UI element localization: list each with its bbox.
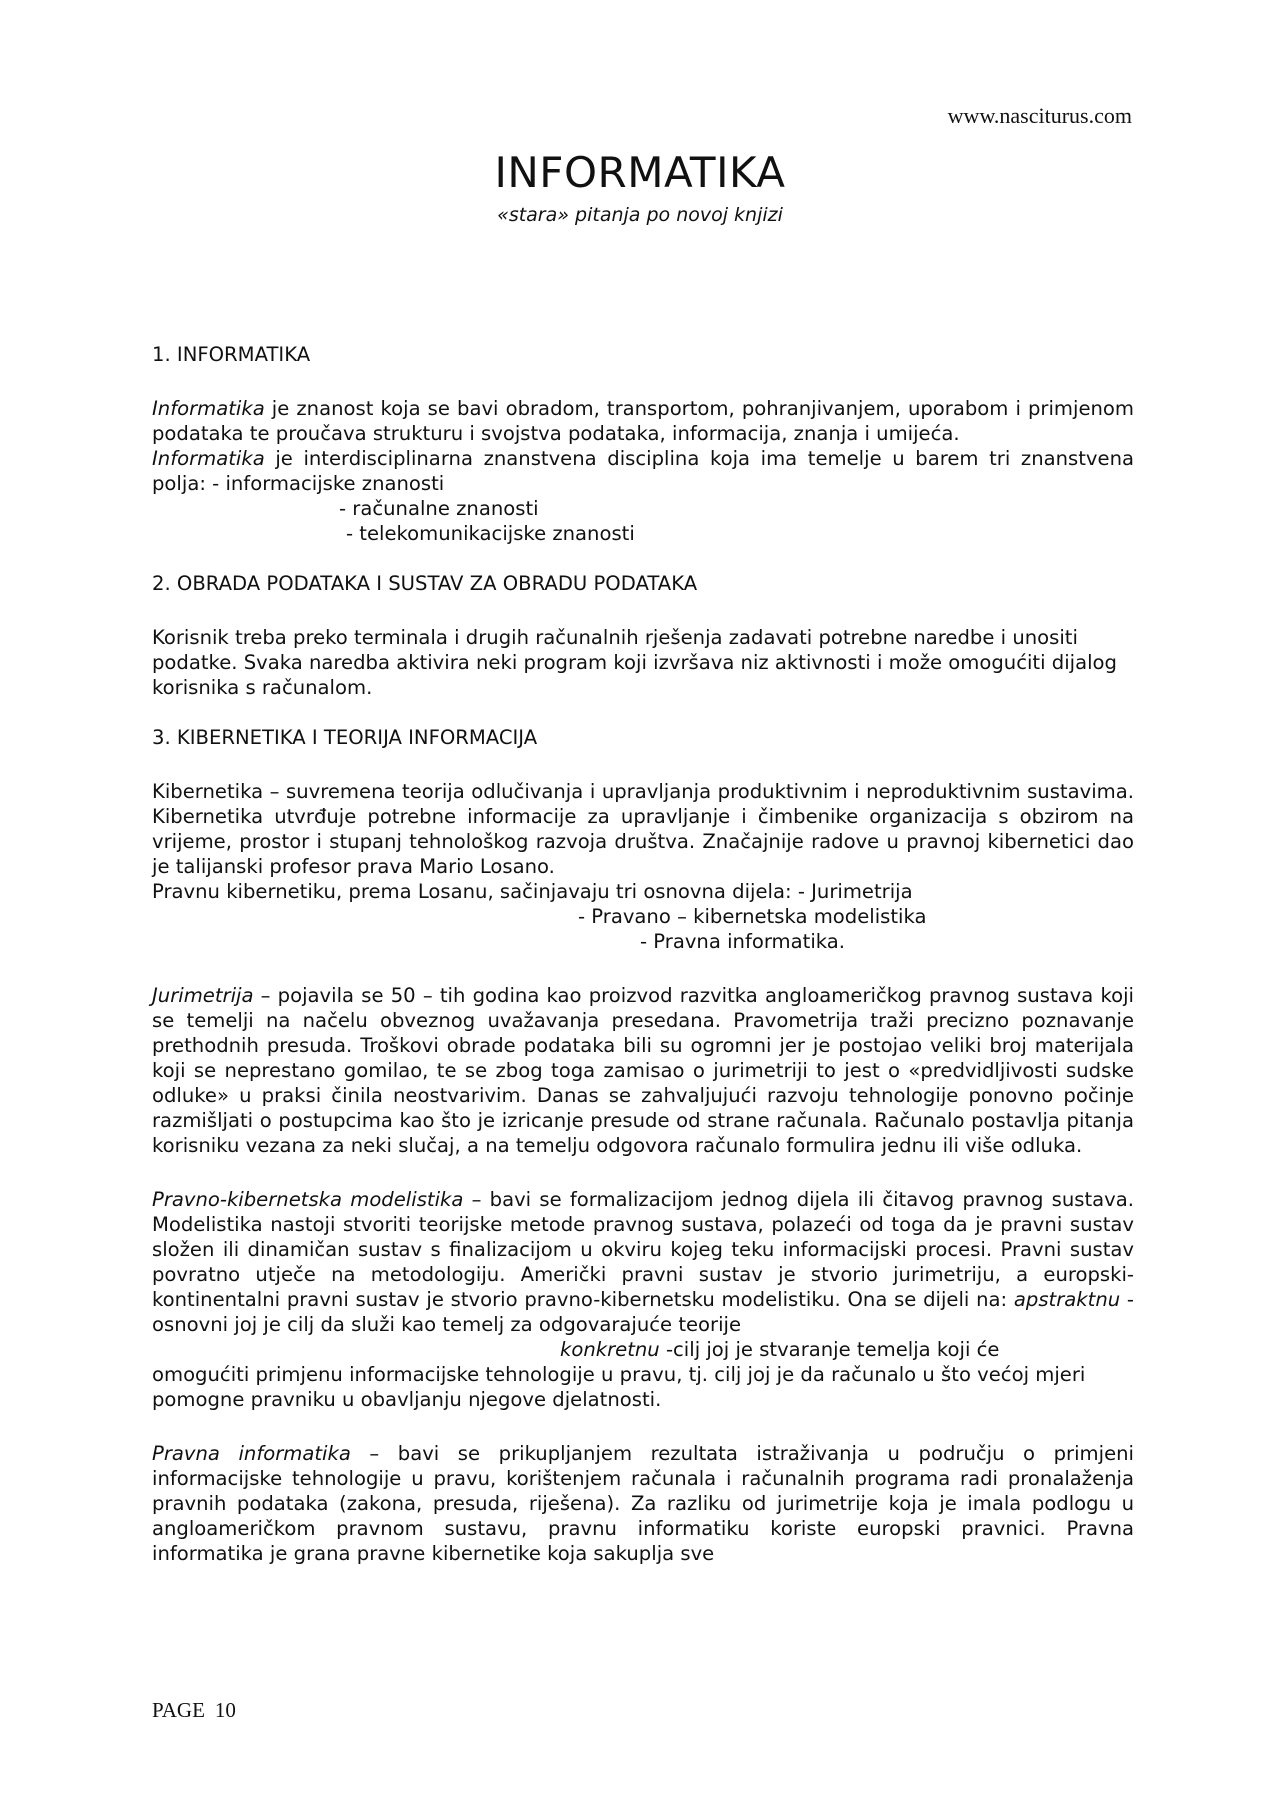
paragraph-obrada-podataka: Korisnik treba preko terminala i drugih računalnih rješenja zadavati potrebne naredbe i unositi podatke. Svaka naredba aktivira neki program koji izvršava niz aktivnosti i može omogućiti dijalog korisnika s računalom. (152, 626, 1117, 699)
paragraph-modelistika-cont: omogućiti primjenu informacijske tehnologije u pravu, tj. cilj joj je da računalo u što većoj mjeri pomogne pravniku u obavljanju njegove djelatnosti. (152, 1363, 1086, 1411)
page-number: 10 (214, 1698, 236, 1722)
section-heading-3: 3. KIBERNETIKA I TEORIJA INFORMACIJA (152, 726, 538, 749)
document-title: INFORMATIKA (494, 148, 786, 197)
page-label: PAGE (152, 1698, 205, 1722)
document-body (152, 342, 1134, 1566)
paragraph-modelistika: Pravno-kibernetska modelistika – bavi se formalizacijom jednog dijela ili čitavog pravnog sustava. Modelistika nastoji stvoriti teorijske metode pravnog sustava, polazeći od toga da je pravni sustav složen ili dinamičan sustav s finalizacijom u okviru kojeg teku informacijski procesi. Pravni sustav povratno utječe na metodologiju. Američki pravni sustav je stvorio jurimetriju, a europski-kontinentalni pravni sustav je stvorio pravno-kibernetsku modelistiku. Ona se dijeli na: apstraktnu -osnovni joj je cilj da služi kao temelj za odgovarajuće teorije (152, 1188, 1134, 1336)
term-informatika: Informatika (152, 447, 265, 470)
paragraph-informatika-interdisciplinary: Informatika je interdisciplinarna znanstvena disciplina koja ima temelje u barem tri znanstvena polja: - informacijske znanosti (152, 447, 1134, 495)
term-apstraktnu: apstraktnu (1013, 1288, 1121, 1311)
list-item: - telekomunikacijske znanosti (346, 522, 635, 545)
paragraph-konkretnu: konkretnu -cilj joj je stvaranje temelja koji će (560, 1338, 1000, 1361)
section-heading-1: 1. INFORMATIKA (152, 343, 311, 366)
term-konkretnu: konkretnu (560, 1338, 660, 1361)
paragraph-jurimetrija: Jurimetrija – pojavila se 50 – tih godina kao proizvod razvitka angloameričkog pravnog sustava koji se temelji na načelu obveznog uvažavanja presedana. Pravometrija traži precizno poznavanje prethodnih presuda. Troškovi obrade podataka bili su ogromni jer je postojao veliki broj materijala koji se neprestano gomilao, te se zbog toga zamisao o jurimetriji to jest o «predvidljivosti sudske odluke» u praksi činila neostvarivim. Danas se zahvaljujući razvoju tehnologije ponovno počinje razmišljati o postupcima kao što je izricanje presude od strane računala. Računalo postavlja pitanja korisniku vezana za neki slučaj, a na temelju odgovora računalo formulira jednu ili više odluka. (152, 984, 1134, 1157)
term-informatika: Informatika (152, 397, 265, 420)
term-pravna-informatika: Pravna informatika (152, 1442, 351, 1465)
page-footer (152, 1698, 246, 1723)
site-url: www.nasciturus.com (947, 103, 1132, 128)
list-item: - računalne znanosti (339, 497, 539, 520)
paragraph-pravna-informatika: Pravna informatika – bavi se prikupljanjem rezultata istraživanja u području o primjeni informacijske tehnologije u pravu, korištenjem računala i računalnih programa radi pronalaženja pravnih podataka (zakona, presuda, riješena). Za razliku od jurimetrije koja je imala podlogu u angloameričkom pravnom sustavu, pravnu informatiku koriste europski pravnici. Pravna informatika je grana pravne kibernetike koja sakuplja sve (152, 1442, 1134, 1565)
list-item: - Pravna informatika. (640, 930, 845, 953)
paragraph-informatika-definition: Informatika je znanost koja se bavi obradom, transportom, pohranjivanjem, uporabom i primjenom podataka te proučava strukturu i svojstva podataka, informacija, znanja i umijeća. (152, 397, 1134, 445)
term-jurimetrija: Jurimetrija (152, 984, 254, 1007)
paragraph-kibernetika: Kibernetika – suvremena teorija odlučivanja i upravljanja produktivnim i neproduktivnim sustavima. Kibernetika utvrđuje potrebne informacije za upravljanje i čimbenike organizacija s obzirom na vrijeme, prostor i stupanj tehnološkog razvoja društva. Značajnije radove u pravnoj kibernetici dao je talijanski profesor prava Mario Losano. (152, 780, 1134, 878)
list-item: - Pravano – kibernetska modelistika (578, 905, 927, 928)
section-heading-2: 2. OBRADA PODATAKA I SUSTAV ZA OBRADU PODATAKA (152, 572, 698, 595)
term-modelistika: Pravno-kibernetska modelistika (152, 1188, 464, 1211)
document-subtitle: «stara» pitanja po novoj knjizi (497, 204, 783, 226)
paragraph-kibernetika-parts: Pravnu kibernetiku, prema Losanu, sačinjavaju tri osnovna dijela: - Jurimetrija (152, 880, 913, 903)
